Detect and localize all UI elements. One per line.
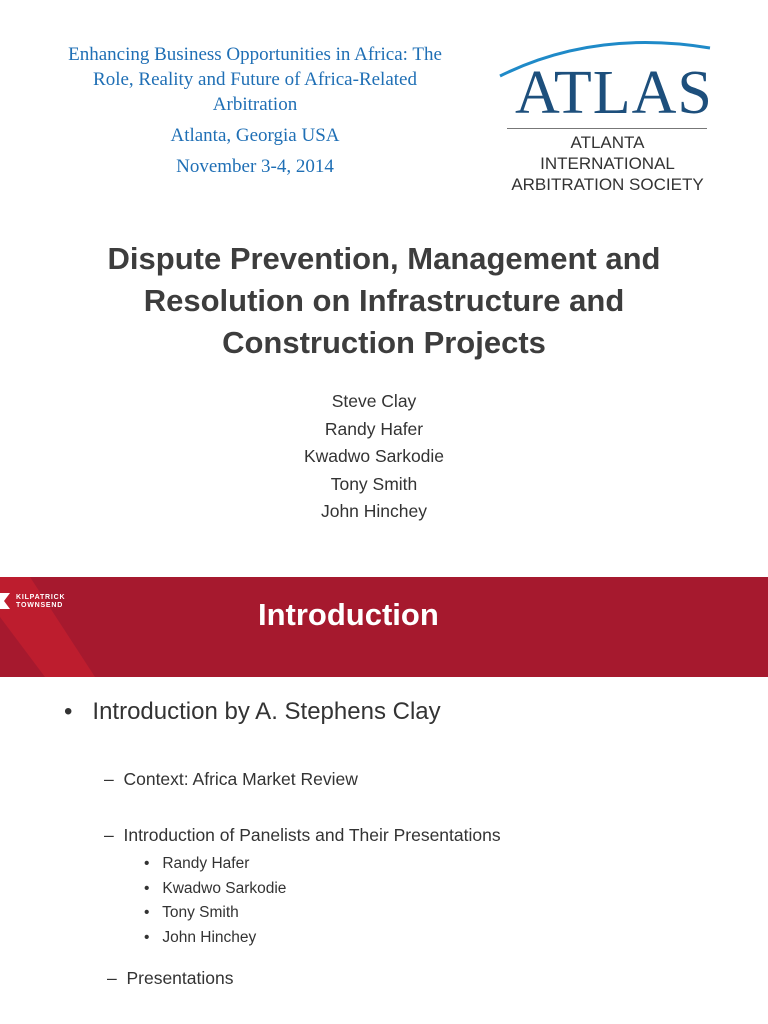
panelist-list — [144, 852, 286, 950]
author: Steve Clay — [331, 391, 417, 411]
stripe-decoration — [0, 577, 200, 677]
title-line: Resolution on Infrastructure and — [143, 283, 625, 318]
panelist: • Kwadwo Sarkodie — [144, 879, 287, 897]
conf-dates: November 3-4, 2014 — [176, 156, 334, 177]
panelist-name: Kwadwo Sarkodie — [162, 879, 287, 897]
sub-bullet: – Context: Africa Market Review — [104, 769, 358, 789]
logo-mark: ATLAS — [515, 59, 713, 127]
logo-line: ATLANTA INTERNATIONAL — [540, 133, 675, 173]
panelist-name: John Hinchey — [162, 928, 257, 946]
brand-line: TOWNSEND — [16, 602, 64, 609]
sub-text: Introduction of Panelists and Their Presentations — [123, 825, 501, 845]
slide-header-band — [0, 577, 768, 677]
sub-bullet: – Presentations — [107, 968, 234, 988]
panelist-name: Tony Smith — [162, 904, 239, 921]
conf-line: Enhancing Business Opportunities in Africa: The — [68, 44, 442, 65]
authors-list — [0, 388, 748, 526]
panelist: • Tony Smith — [144, 904, 239, 921]
panelist-name: Randy Hafer — [162, 855, 250, 872]
logo-text — [505, 132, 710, 195]
conference-title — [20, 42, 490, 179]
bullet-main: • Introduction by A. Stephens Clay — [64, 698, 441, 725]
author: Kwadwo Sarkodie — [303, 446, 445, 466]
sub-bullet: – Introduction of Panelists and Their Presentations — [104, 825, 501, 845]
author: Randy Hafer — [324, 418, 424, 439]
title-line: Dispute Prevention, Management and — [107, 241, 661, 276]
brand-line: KILPATRICK — [16, 594, 66, 601]
author: Tony Smith — [330, 473, 418, 494]
kilpatrick-townsend-logo — [16, 594, 65, 610]
logo-line: ARBITRATION SOCIETY — [511, 175, 704, 194]
conf-line: Role, Reality and Future of Africa-Related — [93, 69, 417, 90]
title-line: Construction Projects — [222, 325, 546, 360]
sub-text: Context: Africa Market Review — [123, 769, 358, 789]
section-heading: Introduction — [258, 597, 439, 632]
conf-line: Arbitration — [212, 94, 298, 115]
slide-title — [40, 238, 728, 364]
panelist: • Randy Hafer — [144, 855, 250, 872]
sub-text: Presentations — [126, 968, 234, 988]
bullet-text: Introduction by A. Stephens Clay — [92, 698, 441, 725]
author: John Hinchey — [320, 501, 428, 521]
atlas-logo — [495, 34, 715, 194]
conf-location: Atlanta, Georgia USA — [170, 125, 340, 146]
panelist: • John Hinchey — [144, 928, 257, 946]
